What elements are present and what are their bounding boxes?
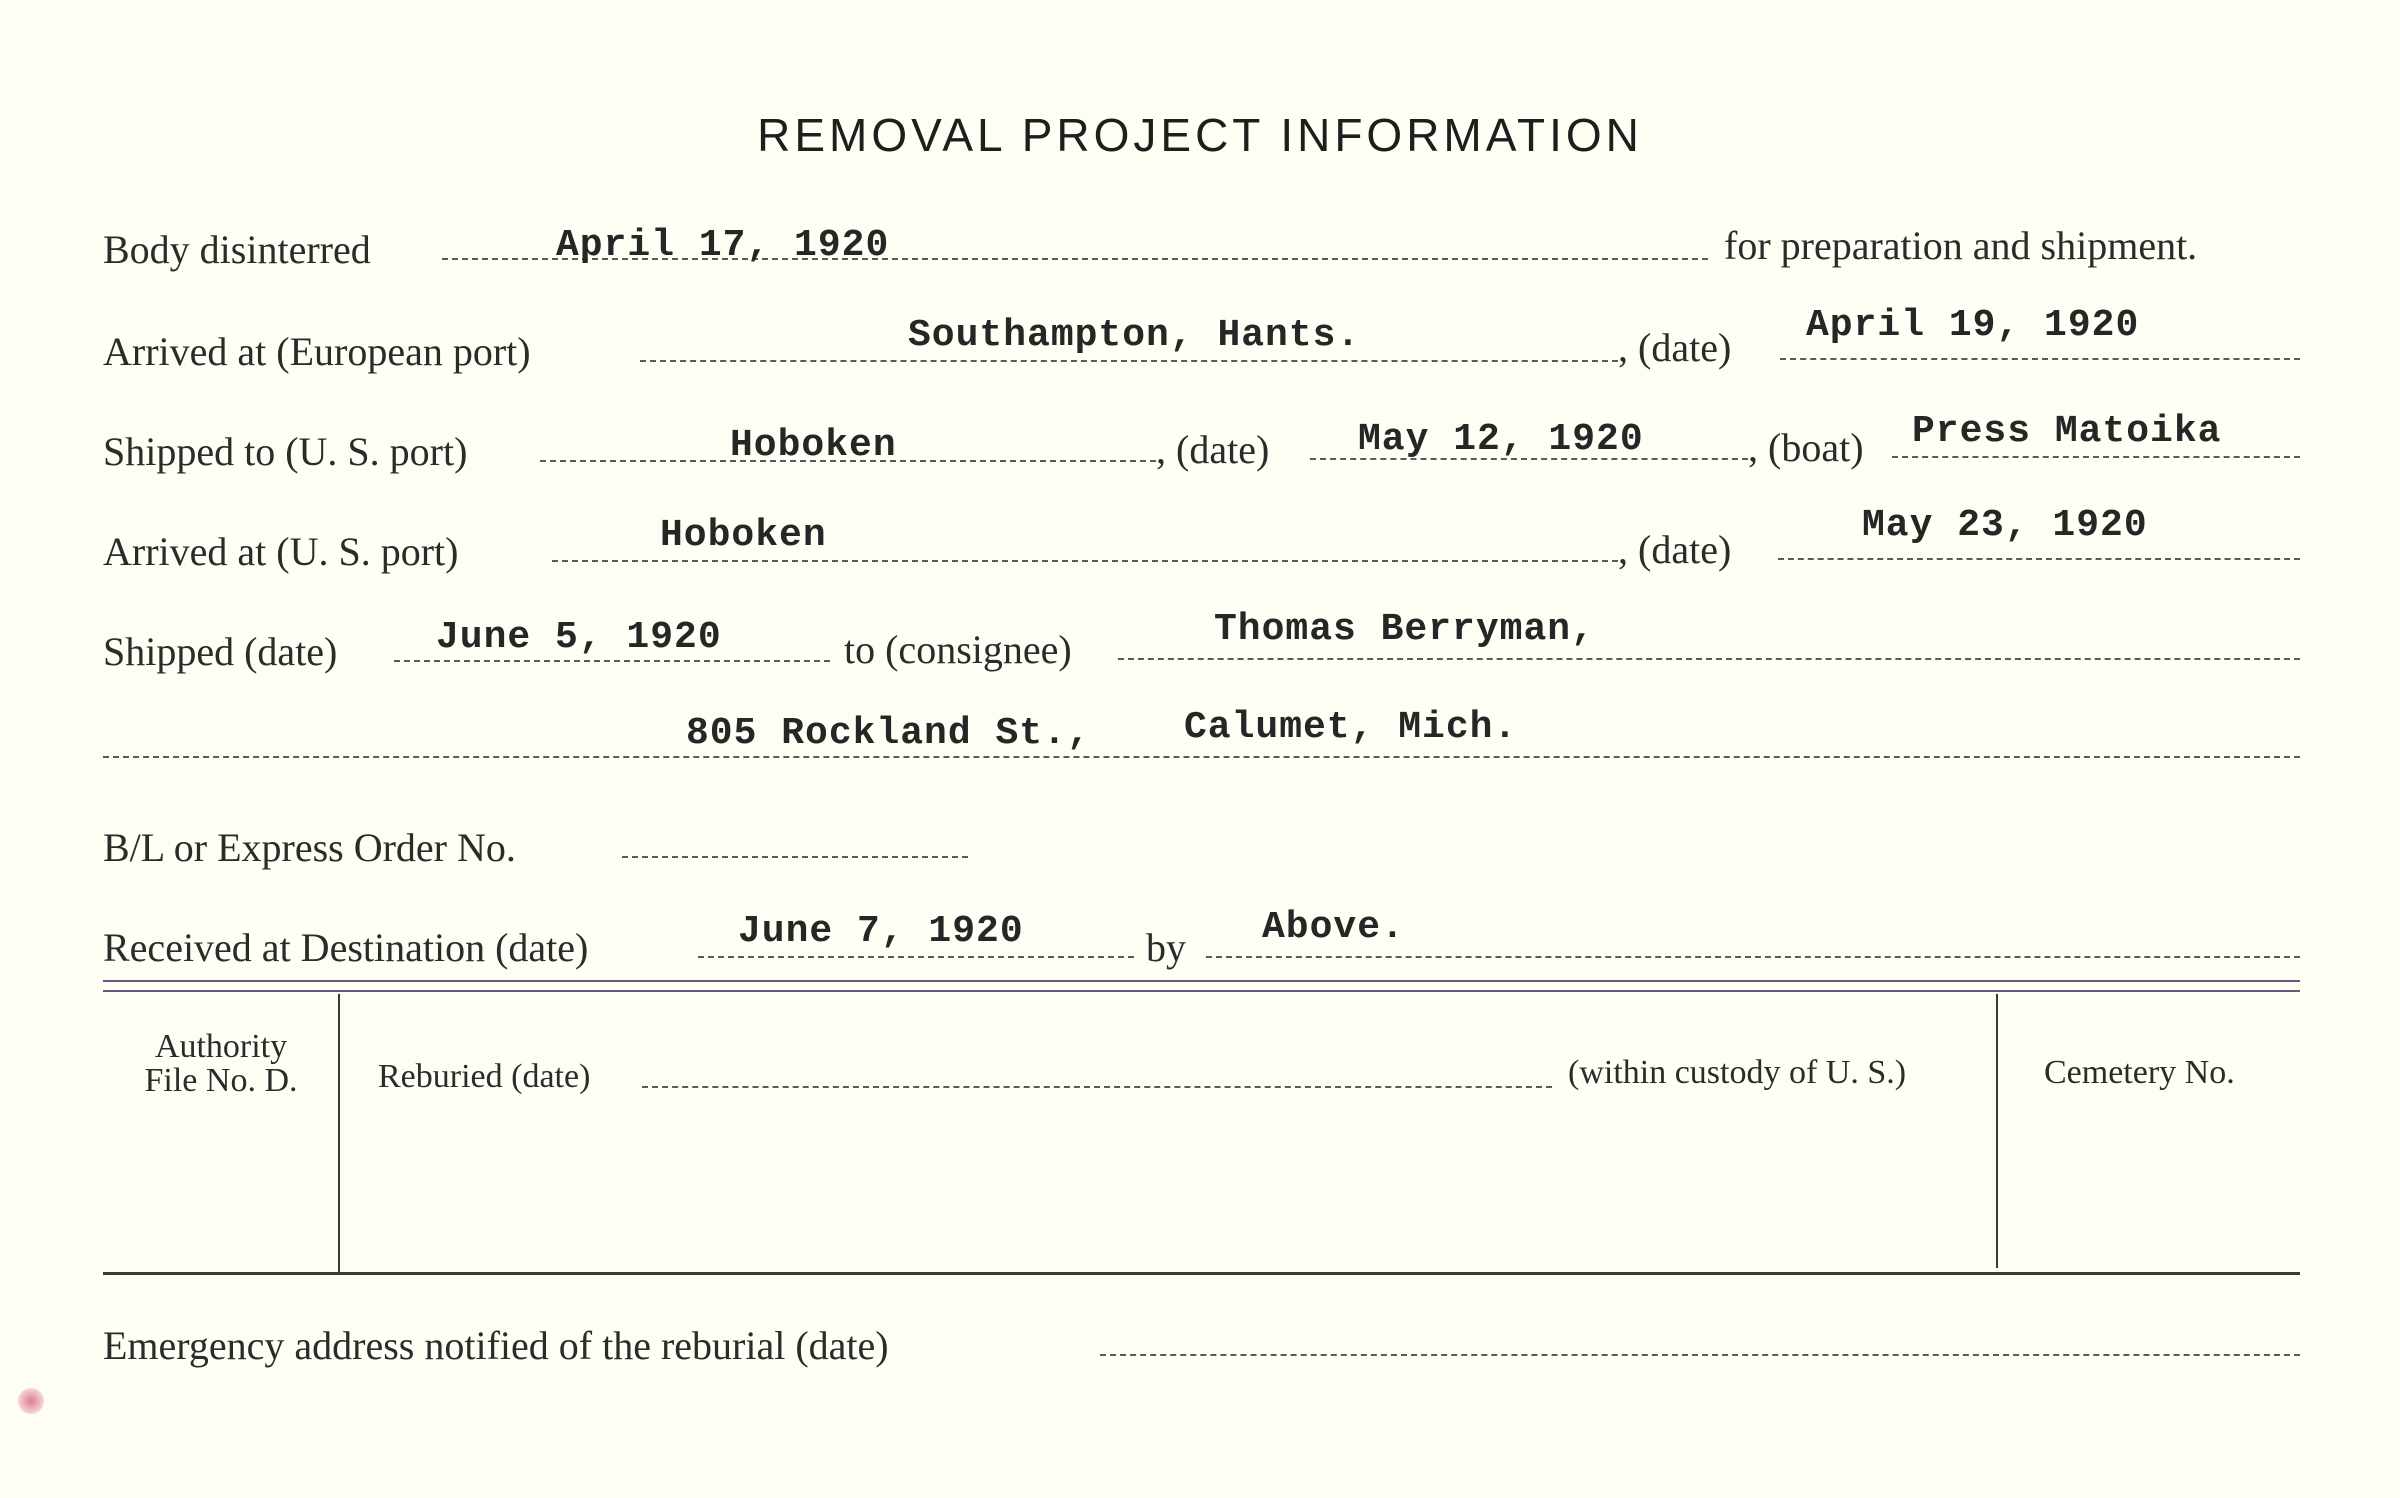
address-line	[103, 756, 2300, 758]
shipped-us-date-label: , (date)	[1156, 427, 1270, 472]
shipped-us-date: May 12, 1920	[1358, 418, 1644, 461]
received-label: Received at Destination (date)	[103, 925, 589, 970]
received-date: June 7, 1920	[738, 910, 1024, 953]
received-by: Above.	[1262, 906, 1405, 949]
disinterred-suffix: for preparation and shipment.	[1724, 223, 2198, 268]
shipped-date-label: Shipped (date)	[103, 629, 338, 674]
arrived-us-date-line	[1778, 558, 2300, 560]
arrived-eu-date: April 19, 1920	[1806, 304, 2140, 347]
shipped-us-port: Hoboken	[730, 424, 897, 467]
arrived-eu-port: Southampton, Hants.	[908, 314, 1361, 357]
consignee-name: Thomas Berryman,	[1214, 608, 1595, 651]
cemetery-label: Cemetery No.	[2044, 1054, 2235, 1091]
shipped-us-boat-label: , (boat)	[1748, 425, 1864, 470]
shipped-date-line	[394, 660, 830, 662]
ink-stain	[18, 1388, 44, 1414]
arrived-eu-label: Arrived at (European port)	[103, 329, 531, 374]
bl-line	[622, 856, 968, 858]
consignee-label: to (consignee)	[844, 627, 1072, 672]
reburied-label: Reburied (date)	[378, 1058, 591, 1095]
authority-label-line1: Authority	[154, 1028, 288, 1065]
arrived-us-label: Arrived at (U. S. port)	[103, 529, 459, 574]
arrived-us-line	[552, 560, 1618, 562]
received-date-line	[698, 956, 1134, 958]
shipped-date: June 5, 1920	[436, 616, 722, 659]
consignee-line	[1118, 658, 2300, 660]
address-city: Calumet, Mich.	[1184, 706, 1518, 749]
arrived-eu-date-label: , (date)	[1618, 325, 1732, 370]
disinterred-value: April 17, 1920	[556, 224, 890, 267]
arrived-us-date-label: , (date)	[1618, 527, 1732, 572]
received-by-label: by	[1146, 925, 1186, 970]
table-top-rule-2	[103, 990, 2300, 992]
reburied-line	[642, 1086, 1552, 1088]
arrived-eu-line	[640, 360, 1618, 362]
shipped-us-label: Shipped to (U. S. port)	[103, 429, 468, 474]
emergency-line	[1100, 1354, 2300, 1356]
address-street: 805 Rockland St.,	[686, 712, 1091, 755]
custody-label: (within custody of U. S.)	[1568, 1054, 1907, 1091]
emergency-label: Emergency address notified of the reburial (date)	[103, 1323, 889, 1368]
page-title	[0, 108, 2400, 162]
table-bottom-rule	[103, 1272, 2300, 1275]
bl-label: B/L or Express Order No.	[103, 825, 516, 870]
arrived-us-date: May 23, 1920	[1862, 504, 2148, 547]
arrived-us-port: Hoboken	[660, 514, 827, 557]
arrived-eu-date-line	[1780, 358, 2300, 360]
shipped-us-boat: Press Matoika	[1912, 410, 2222, 453]
disinterred-label: Body disinterred	[103, 227, 371, 272]
shipped-us-boat-line	[1892, 456, 2300, 458]
table-top-rule-1	[103, 980, 2300, 982]
authority-label-line2: File No. D.	[144, 1062, 298, 1099]
received-by-line	[1206, 956, 2300, 958]
table-divider-right	[1996, 994, 1998, 1268]
page-title-text: REMOVAL PROJECT INFORMATION	[757, 109, 1643, 161]
